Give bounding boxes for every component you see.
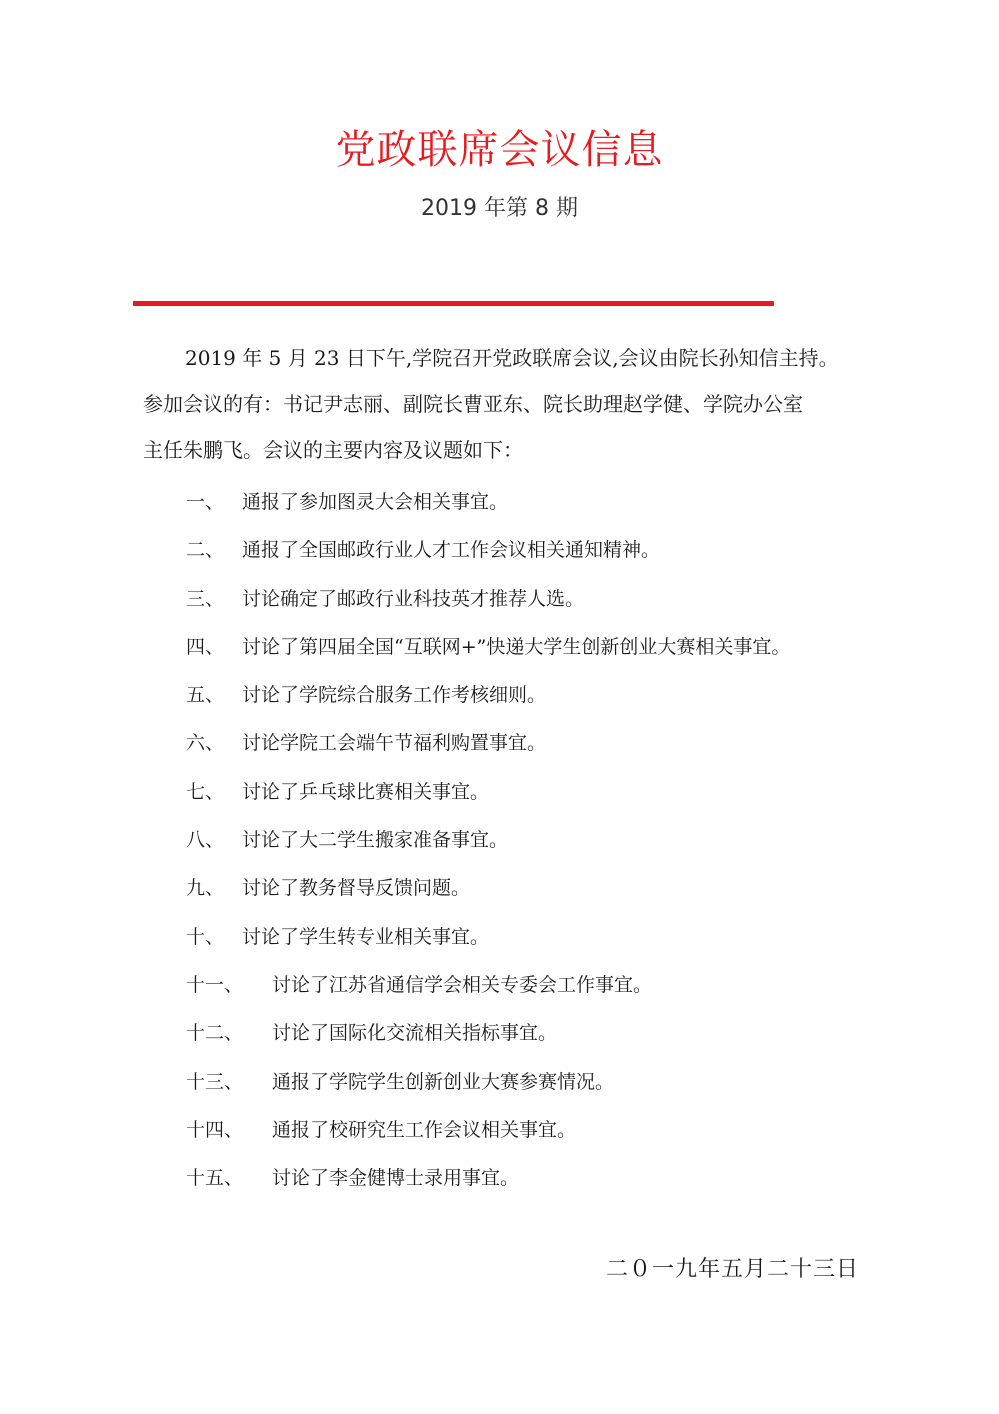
intro-line: 主任朱鹏飞。会议的主要内容及议题如下： <box>143 438 523 462</box>
agenda-text: 讨论了第四届全国“互联网+”快递大学生创新创业大赛相关事宜。 <box>242 635 791 658</box>
agenda-list <box>186 478 886 1202</box>
agenda-number: 十一、 <box>186 973 244 996</box>
agenda-number: 十、 <box>186 925 225 948</box>
agenda-item <box>186 1154 886 1202</box>
agenda-item <box>186 575 886 623</box>
agenda-number: 二、 <box>186 539 225 562</box>
agenda-item <box>186 719 886 767</box>
agenda-text: 讨论了学生转专业相关事宜。 <box>242 925 490 948</box>
intro-line: 2019 年 5 月 23 日下午,学院召开党政联席会议,会议由院长孙知信主持。 <box>185 346 839 370</box>
agenda-number: 八、 <box>186 829 225 852</box>
agenda-number: 一、 <box>186 491 225 513</box>
agenda-number: 十五、 <box>186 1167 244 1190</box>
agenda-text: 讨论了教务督导反馈问题。 <box>242 877 471 900</box>
agenda-number: 三、 <box>186 587 225 610</box>
agenda-number: 十二、 <box>186 1022 244 1045</box>
agenda-number: 十四、 <box>186 1118 244 1141</box>
agenda-item <box>186 961 886 1009</box>
agenda-item <box>186 913 886 961</box>
intro-paragraph <box>143 335 868 473</box>
agenda-item <box>186 526 886 574</box>
agenda-number: 五、 <box>186 684 225 707</box>
agenda-text: 通报了全国邮政行业人才工作会议相关通知精神。 <box>242 539 661 562</box>
agenda-item <box>186 1106 886 1154</box>
agenda-text: 讨论了学院综合服务工作考核细则。 <box>242 684 547 707</box>
agenda-text: 讨论学院工会端午节福利购置事宜。 <box>242 732 547 755</box>
agenda-text: 讨论了乒乓球比赛相关事宜。 <box>242 780 490 803</box>
agenda-item <box>186 816 886 864</box>
agenda-number: 六、 <box>186 732 225 755</box>
agenda-text: 讨论了大二学生搬家准备事宜。 <box>242 829 509 852</box>
agenda-number: 七、 <box>186 780 225 803</box>
agenda-text: 通报了学院学生创新创业大赛参赛情况。 <box>272 1070 615 1093</box>
agenda-item <box>186 623 886 671</box>
agenda-item <box>186 671 886 719</box>
red-divider <box>133 301 774 306</box>
document-date: 二０一九年五月二十三日 <box>605 1257 859 1282</box>
agenda-text: 通报了校研究生工作会议相关事宜。 <box>272 1118 577 1141</box>
document-title: 党政联席会议信息 <box>335 127 664 173</box>
agenda-item <box>186 768 886 816</box>
agenda-item <box>186 864 886 912</box>
agenda-text: 讨论确定了邮政行业科技英才推荐人选。 <box>242 587 585 610</box>
agenda-text: 讨论了李金健博士录用事宜。 <box>272 1167 520 1190</box>
issue-number: 2019 年第 8 期 <box>421 196 578 221</box>
agenda-text: 讨论了国际化交流相关指标事宜。 <box>272 1022 558 1045</box>
agenda-text: 通报了参加图灵大会相关事宜。 <box>242 491 509 513</box>
agenda-number: 十三、 <box>186 1070 244 1093</box>
agenda-item <box>186 478 886 526</box>
agenda-number: 四、 <box>186 635 225 658</box>
agenda-text: 讨论了江苏省通信学会相关专委会工作事宜。 <box>272 973 653 996</box>
agenda-item <box>186 1009 886 1057</box>
intro-line: 参加会议的有：书记尹志丽、副院长曹亚东、院长助理赵学健、学院办公室 <box>143 392 803 416</box>
agenda-number: 九、 <box>186 877 225 900</box>
agenda-item <box>186 1058 886 1106</box>
